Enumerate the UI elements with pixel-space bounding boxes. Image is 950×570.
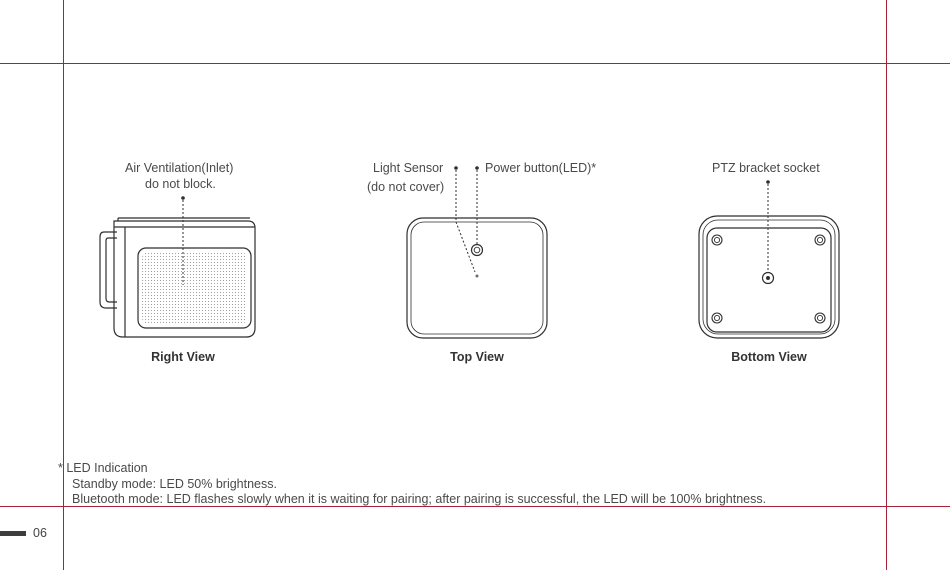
light-sensor-icon (476, 275, 478, 277)
power-led-ring (474, 247, 480, 253)
bottom-view-caption: Bottom View (731, 350, 807, 364)
light-sensor-dot (454, 166, 458, 170)
top-view-caption: Top View (450, 350, 504, 364)
ptz-callout-dot (766, 180, 770, 184)
light-sensor-line (456, 170, 475, 272)
ptz-socket-center (766, 276, 770, 280)
led-note-heading: * LED Indication (58, 461, 148, 475)
vent-callout-dot (181, 196, 185, 200)
page-number-bar (0, 531, 26, 536)
vent-label-line1: Air Ventilation(Inlet) (125, 161, 234, 175)
page-number: 06 (33, 526, 47, 540)
vent-label-line2: do not block. (145, 177, 216, 191)
led-note-bluetooth: Bluetooth mode: LED flashes slowly when it is waiting for pairing; after pairing is successful, the LED will be 100% brightness. (72, 492, 767, 506)
power-button-dot (475, 166, 479, 170)
power-button-icon (472, 245, 483, 256)
led-note-standby: Standby mode: LED 50% brightness. (72, 477, 277, 491)
ptz-socket-label: PTZ bracket socket (712, 161, 820, 175)
ventilation-grille (142, 252, 247, 324)
light-sensor-label: Light Sensor (373, 161, 444, 175)
light-sensor-note: (do not cover) (367, 180, 445, 194)
right-view-caption: Right View (151, 350, 215, 364)
power-button-label: Power button(LED)* (485, 161, 597, 175)
